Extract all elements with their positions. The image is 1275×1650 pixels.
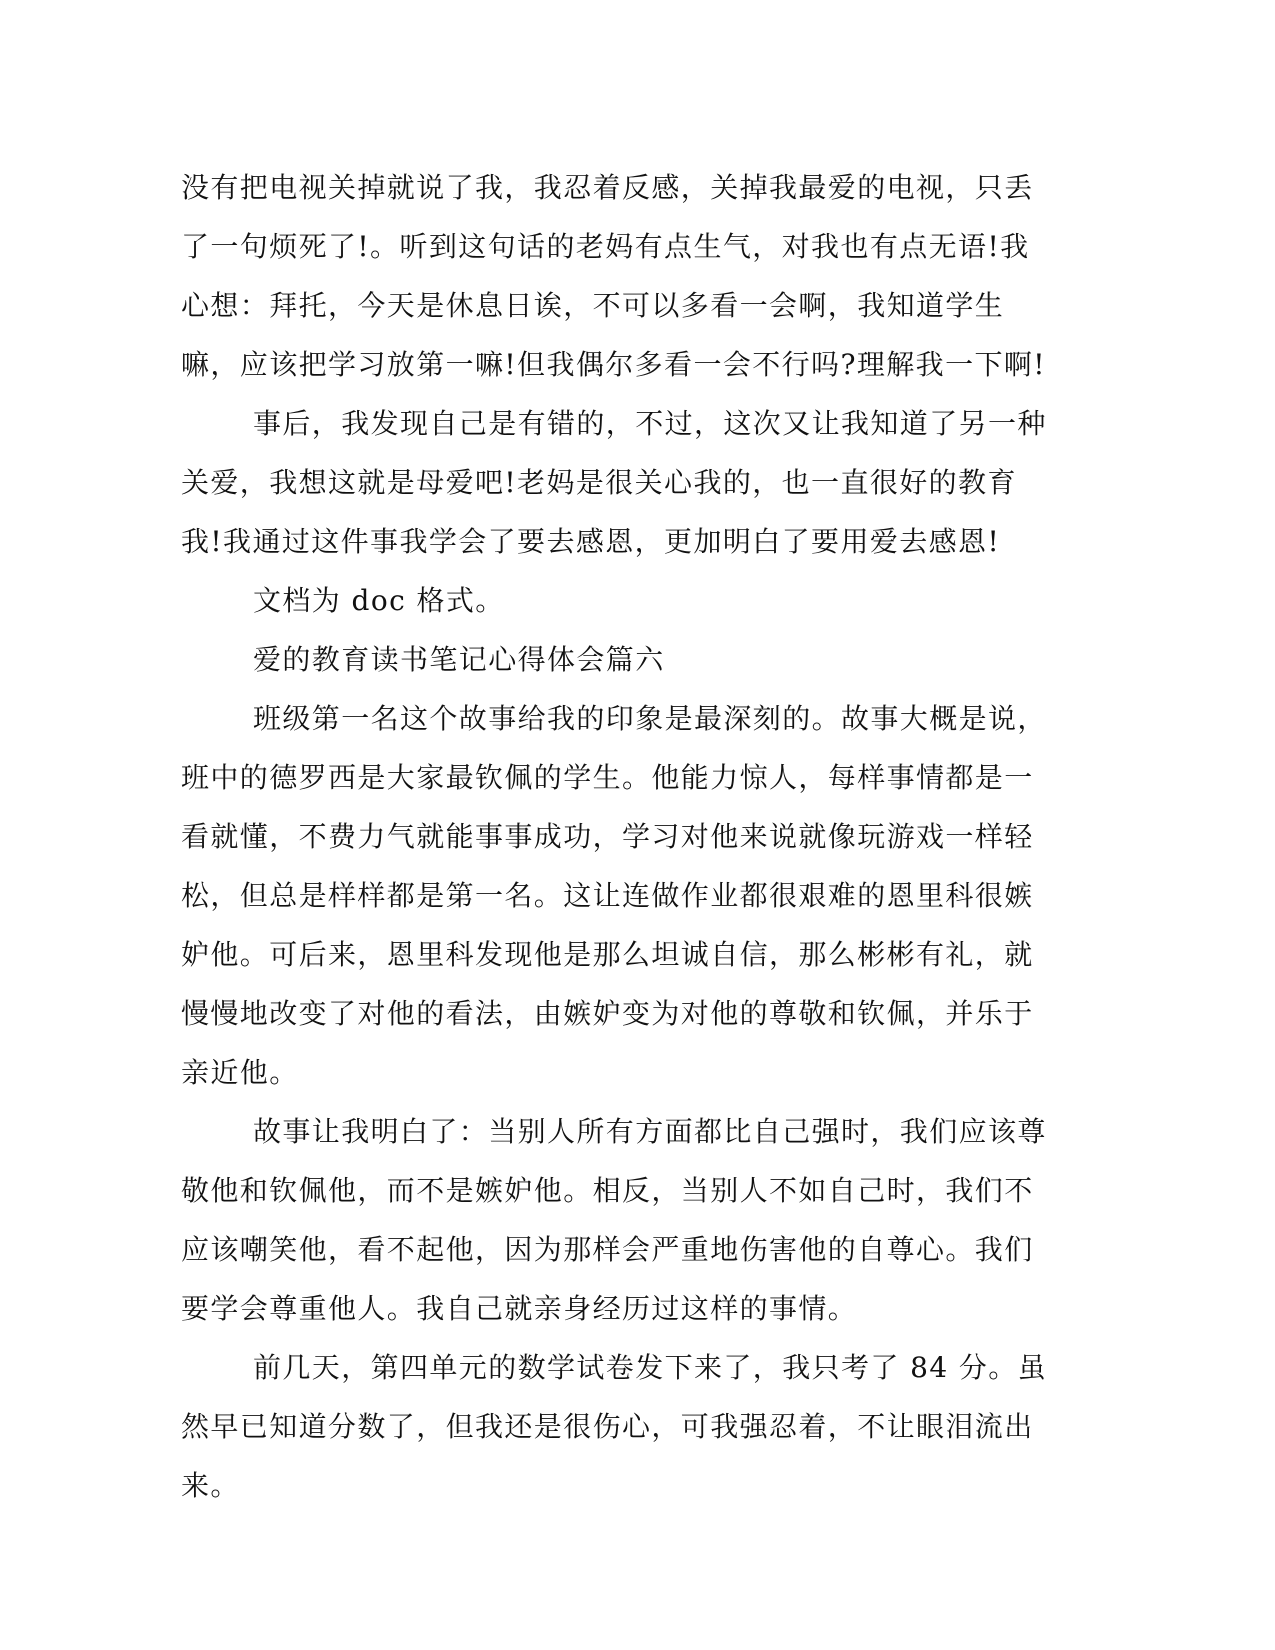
paragraph-5: 班级第一名这个故事给我的印象是最深刻的。故事大概是说，班中的德罗西是大家最钦佩的学生。他能力惊人，每样事情都是一看就懂，不费力气就能事事成功，学习对他来说就像玩游戏一样轻松，但总是样样都是第一名。这让连做作业都很艰难的恩里科很嫉妒他。可后来，恩里科发现他是那么坦诚自信，那么彬彬有礼，就慢慢地改变了对他的看法，由嫉妒变为对他的尊敬和钦佩，并乐于亲近他。: [181, 702, 1047, 1089]
document-body: [181, 158, 1051, 1515]
paragraph-3: 文档为 doc 格式。: [253, 584, 505, 617]
paragraph-7: 前几天，第四单元的数学试卷发下来了，我只考了 84 分。虽然早已知道分数了，但我还是很伤心，可我强忍着，不让眼泪流出来。: [181, 1351, 1048, 1502]
paragraph-1: 没有把电视关掉就说了我，我忍着反感，关掉我最爱的电视，只丢了一句烦死了!。听到这句话的老妈有点生气，对我也有点无语!我心想：拜托，今天是休息日诶，不可以多看一会啊，我知道学生嘛，应该把学习放第一嘛!但我偶尔多看一会不行吗?理解我一下啊!: [181, 171, 1046, 381]
paragraph-6: 故事让我明白了：当别人所有方面都比自己强时，我们应该尊敬他和钦佩他，而不是嫉妒他。相反，当别人不如自己时，我们不应该嘲笑他，看不起他，因为那样会严重地伤害他的自尊心。我们要学会尊重他人。我自己就亲身经历过这样的事情。: [181, 1115, 1047, 1325]
paragraph-2: 事后，我发现自己是有错的，不过，这次又让我知道了另一种关爱，我想这就是母爱吧!老妈是很关心我的，也一直很好的教育我!我通过这件事我学会了要去感恩，更加明白了要用爱去感恩!: [181, 407, 1047, 558]
section-heading: 爱的教育读书笔记心得体会篇六: [253, 643, 665, 676]
